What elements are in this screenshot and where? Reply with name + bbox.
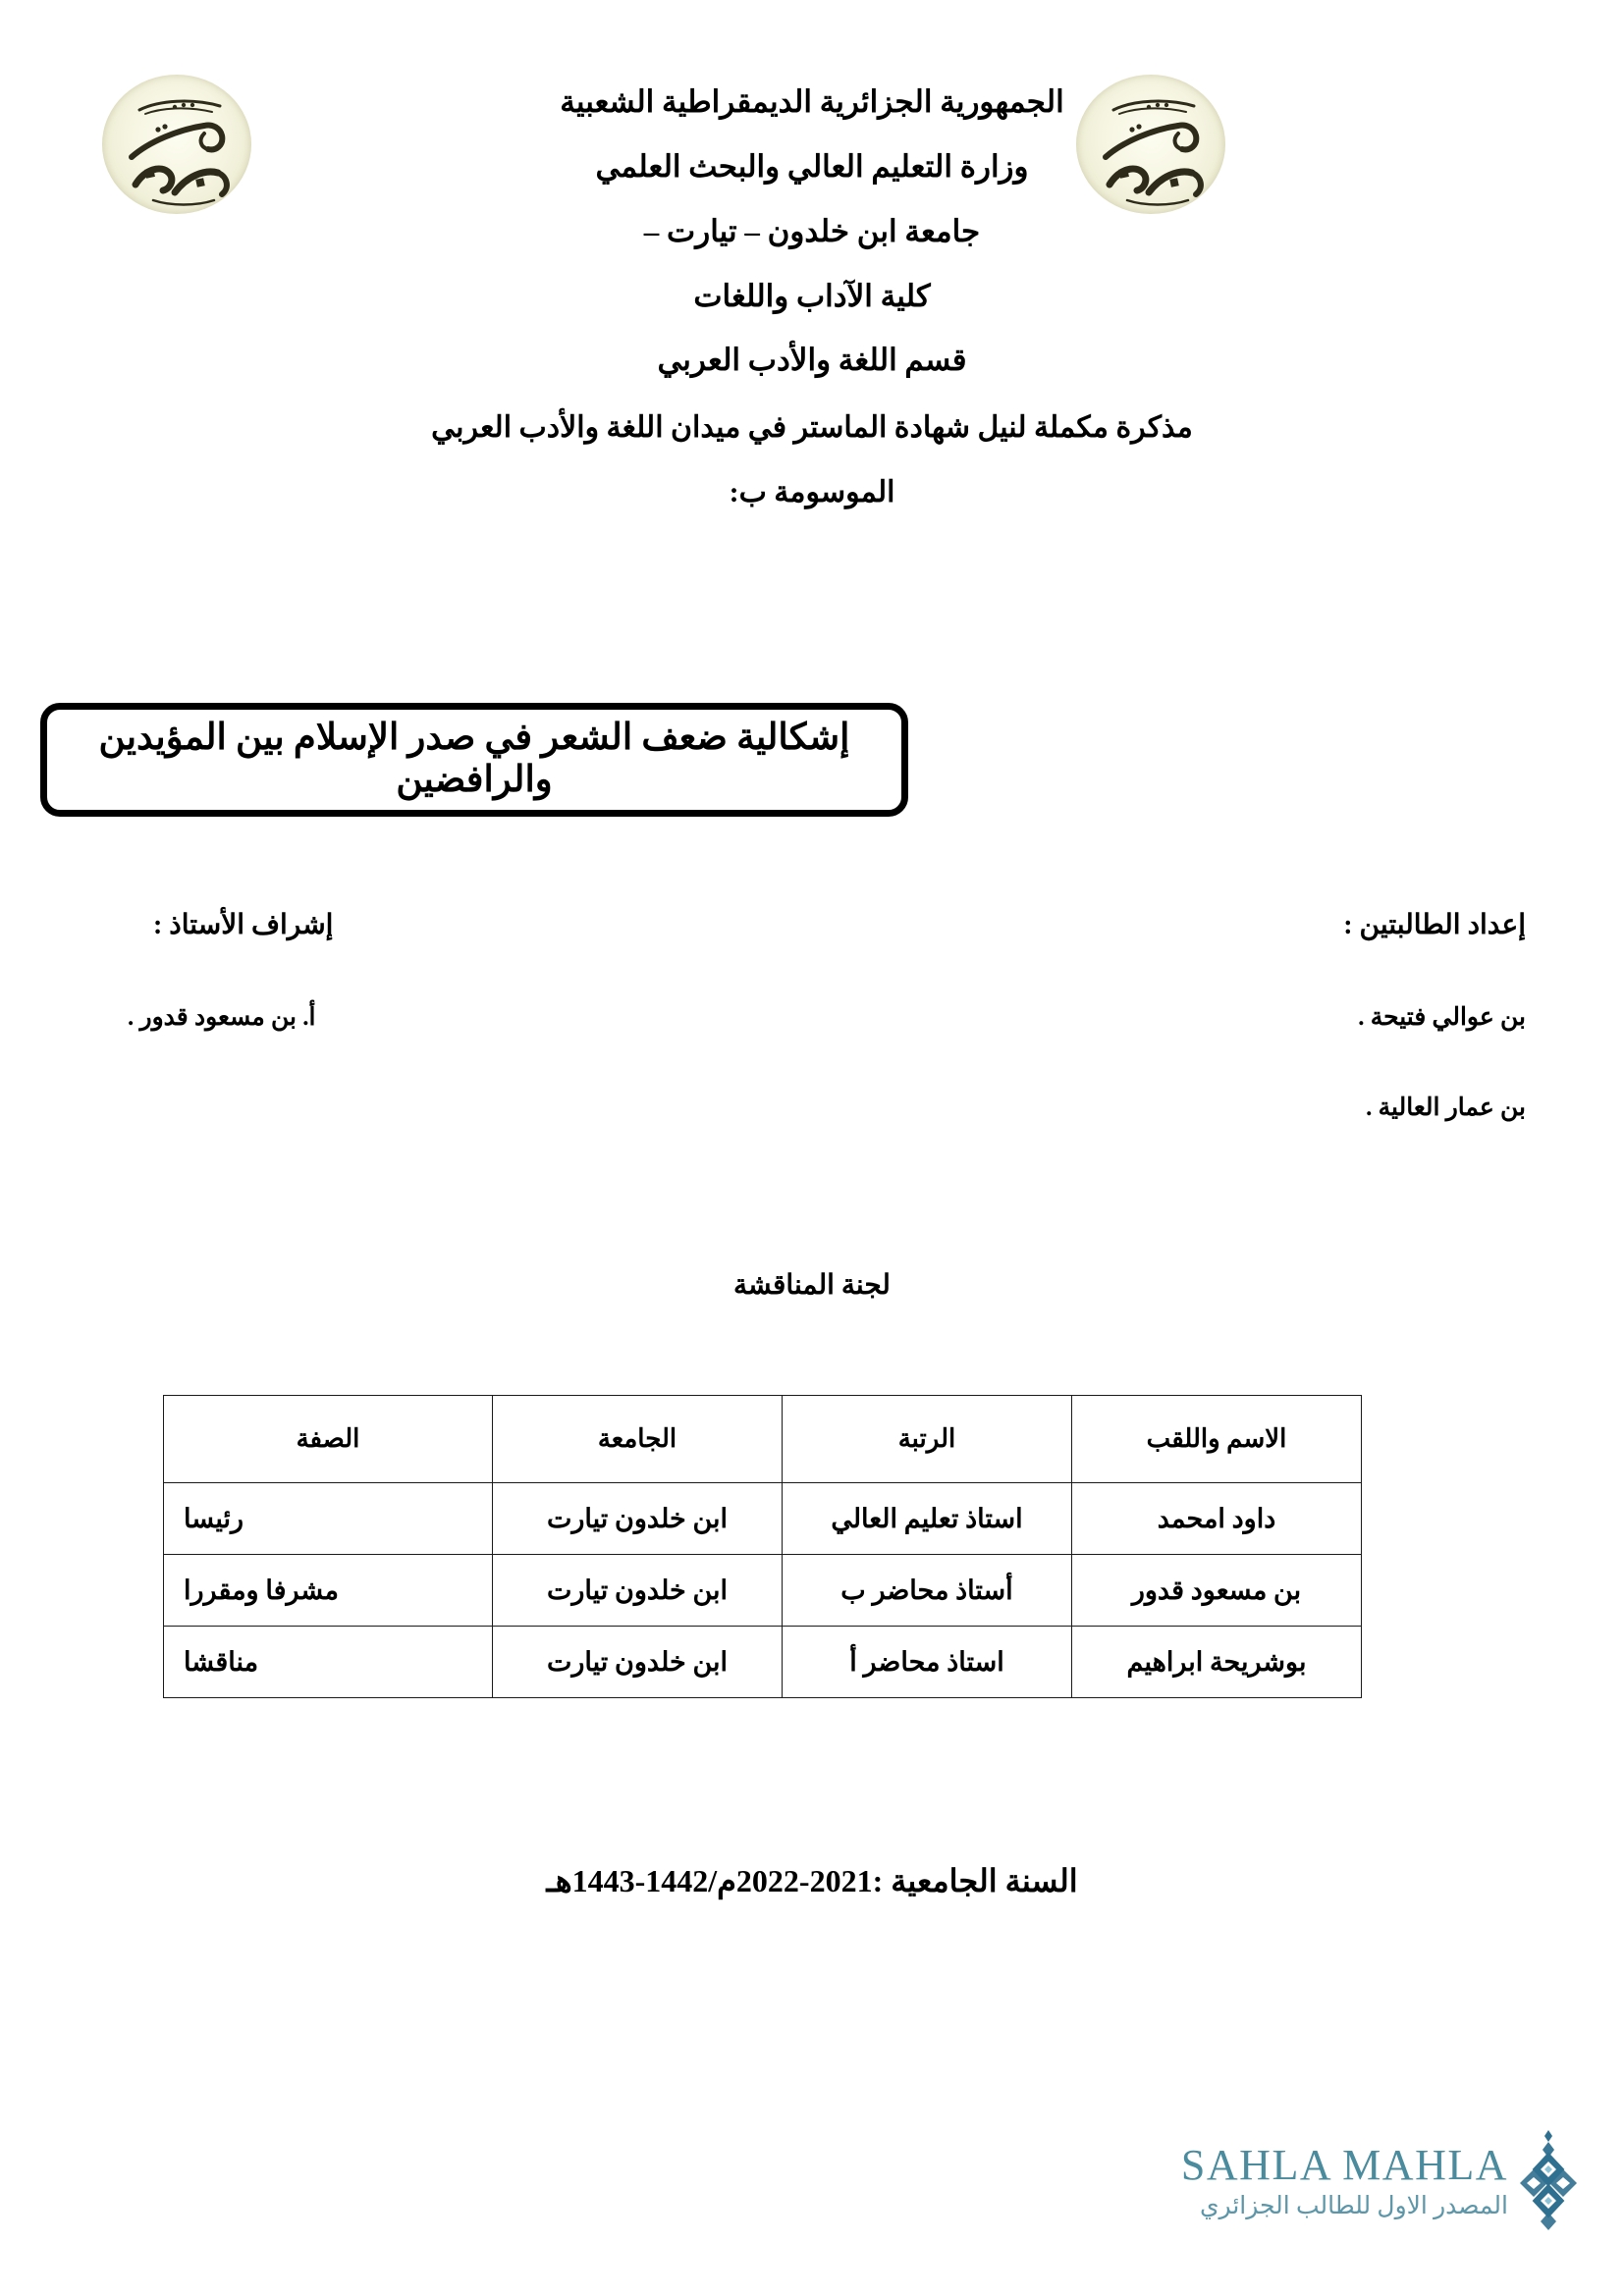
thesis-title: إشكالية ضعف الشعر في صدر الإسلام بين المؤيدين والرافضين (98, 718, 850, 800)
supervisor-column (128, 908, 333, 1032)
jury-heading: لجنة المناقشة (733, 1270, 891, 1301)
jury-rank: أستاذ محاضر ب (783, 1555, 1072, 1627)
jury-table-wrapper (164, 1395, 1362, 1698)
jury-name: بن مسعود قدور (1072, 1555, 1362, 1627)
jury-role: رئيسا (164, 1483, 493, 1555)
supervisor-label: إشراف الأستاذ : (152, 910, 334, 940)
column-header-university: الجامعة (493, 1396, 783, 1483)
country-line: الجمهورية الجزائرية الديمقراطية الشعبية (560, 84, 1064, 119)
supervisor-name-1: أ. بن مسعود قدور . (128, 1004, 316, 1031)
watermark-tagline: المصدر الاول للطالب الجزائري (1199, 2193, 1508, 2219)
credits-section (0, 908, 1624, 1202)
jury-rank: استاذ محاضر أ (783, 1627, 1072, 1698)
jury-university: ابن خلدون تيارت (493, 1483, 783, 1555)
column-header-name: الاسم واللقب (1072, 1396, 1362, 1483)
jury-name: بوشريحة ابراهيم (1072, 1627, 1362, 1698)
jury-rank: استاذ تعليم العالي (783, 1483, 1072, 1555)
students-column (1343, 908, 1526, 1122)
table-header-row (164, 1396, 1362, 1483)
entitled-line: الموسومة ب: (729, 476, 895, 509)
jury-role: مشرفا ومقررا (164, 1555, 493, 1627)
table-row (164, 1627, 1362, 1698)
thesis-title-box (40, 703, 908, 817)
university-line: جامعة ابن خلدون – تيارت – (643, 213, 981, 248)
academic-year: السنة الجامعية :2021-2022م/1442-1443هـ (546, 1863, 1078, 1898)
arabesque-diamond-logo-icon (1512, 2130, 1585, 2232)
sahla-mahla-watermark (1153, 2136, 1585, 2254)
student-name-1: بن عوالي فتيحة . (1358, 1004, 1526, 1031)
column-header-rank: الرتبة (783, 1396, 1072, 1483)
students-label: إعداد الطالبتين : (1343, 910, 1526, 940)
student-name-2: بن عمار العالية . (1366, 1095, 1526, 1121)
faculty-line: كلية الآداب واللغات (693, 278, 931, 313)
header-zone (0, 0, 1624, 687)
column-header-role: الصفة (164, 1396, 493, 1483)
jury-role: مناقشا (164, 1627, 493, 1698)
jury-university: ابن خلدون تيارت (493, 1555, 783, 1627)
table-row (164, 1555, 1362, 1627)
jury-name: داود امحمد (1072, 1483, 1362, 1555)
degree-line: مذكرة مكملة لنيل شهادة الماستر في ميدان اللغة والأدب العربي (431, 411, 1193, 445)
ministry-line: وزارة التعليم العالي والبحث العلمي (595, 148, 1029, 184)
jury-table (163, 1395, 1362, 1698)
table-row (164, 1483, 1362, 1555)
department-line: قسم اللغة والأدب العربي (657, 343, 967, 378)
jury-university: ابن خلدون تيارت (493, 1627, 783, 1698)
watermark-brand: SAHLA MAHLA (1180, 2141, 1508, 2189)
header-text-block (0, 77, 1624, 508)
